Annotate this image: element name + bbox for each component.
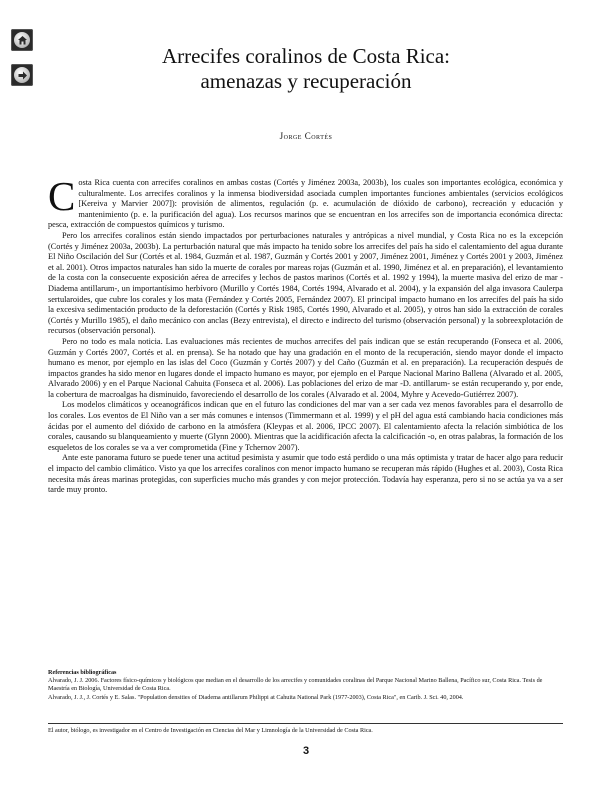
author-name: Jorge Cortés [279,131,333,141]
paragraph-3: Pero no todo es mala noticia. Las evaluaciones más recientes de muchos arrecifes del país indican que se están recuperando (Fonseca et al. 2006, Guzmán y Cortés 2007, Cortés et al. en prensa). Se ha notado que hay una gradación en el monto de la recuperación, siendo mayor donde el impacto humano es menor, por ejemplo en las islas del Coco (Guzmán y Cortés 2007) y del Caño (Guzmán et al. en preparación). La recuperación después de impactos grandes ha sido menor en lugares donde el impacto humano es mayor, por ejemplo en el Parque Nacional Marino Ballena (Alvarado et al. 2005, Alvarado 2006) y en el Parque Nacional Cahuita (Fonseca et al. 2006). Las poblaciones del erizo de mar -D. antillarum- se están recuperando y, por ende, la cobertura de macroalgas ha disminuido, favoreciendo el desarrollo de los corales (Alvarado et al. 2004, Myhre y Acevedo-Gutiérrez 2007). [48,336,563,399]
references [48,669,563,702]
title-line-2: amenazas y recuperación [200,69,412,93]
paragraph-1-text: osta Rica cuenta con arrecifes coralinos en ambas costas (Cortés y Jiménez 2003a, 2003b), los cuales son importantes ecológica, económica y culturalmente. Los arrecifes coralinos y la inmensa biodiversidad asociada cumplen importantes funciones ambientales (servicios ecológicos [Kereiva y Marvier 2007]): provisión de alimentos, regulación (p. e. acumulación de dióxido de carbono), recreación y educación y mantenimiento (p. e. la purificación del agua). Los recursos marinos que se encuentran en los arrecifes son de importancia económica directa: pesca, extracción de compuestos químicos y turismo. [48,178,563,230]
reference-item: Alvarado, J. J. 2006. Factores físico-químicos y biológicos que median en el desarrollo de los arrecifes y comunidades coralinas del Parque Nacional Marino Ballena, Pacífico sur, Costa Rica. Tesis de Maestría en Biología, Universidad de Costa Rica. [48,677,543,693]
page-number: 3 [302,745,310,757]
paragraph-1 [48,173,563,231]
article-body [48,173,563,496]
reference-item: Alvarado, J. J., J. Cortés y E. Salas. "Population densities of Diadema antillarum Philippi at Cahuita National Park (1977-2003), Costa Rica", en Carib. J. Sci. 40, 2004. [48,693,464,701]
references-heading: Referencias bibliográficas [48,669,117,676]
author-footnote: El autor, biólogo, es investigador en el Centro de Investigación en Ciencias del Mar y Limnología de la Universidad de Costa Rica. [48,727,373,734]
footnote-divider [48,723,563,724]
article-title [0,44,612,94]
paragraph-2: Pero los arrecifes coralinos están siendo impactados por perturbaciones naturales y antrópicas a nivel mundial, y Costa Rica no es la excepción (Cortés y Jiménez 2003a, 2003b). La perturbación natural que más impacto ha tenido sobre los arrecifes del país ha sido el calentamiento del agua durante El Niño Oscilación del Sur (Cortés et al. 1984, Guzmán et al. 1987, Guzmán y Cortés 2001 y 2007, Jiménez 2001, Jiménez y Cortés 2001 y 2003, Jiménez et al. 2001). Otros impactos naturales han sido la muerte de corales por mareas rojas (Guzmán et al. 1990, Jiménez et al. en preparación), el levantamiento de la costa con la consecuente exposición aérea de arrecifes y lechos de pastos marinos (Cortés et al. 1992 y 1994), la muerte masiva del erizo de mar -Diadema antillarum-, un importantísimo herbívoro (Murillo y Cortés 1984, Cortés 1994, Alvarado et al. 2004), y la expansión del alga invasora Caulerpa sertularoides, que cubre los corales y los mata (Fernández y Cortés 2005, Fernández 2007). El principal impacto humano en los arrecifes del país ha sido la excesiva sedimentación producto de la deforestación (Cortés y Risk 1985, Cortés 1990, Alvarado et al. 2005), y otros han sido la extracción de corales (Cortés y Murillo 1985), el daño mecánico con anclas (Bezy entrevista), el directo e indirecto del turismo (observación personal) y la sobreexplotación de recursos (observación personal). [48,230,563,336]
paragraph-5: Ante este panorama futuro se puede tener una actitud pesimista y asumir que todo está perdido o una más optimista y tratar de hacer algo para reducir el impacto del cambio climático. Visto ya que los arrecifes coralinos con menor impacto humano se recuperan más rápido (Hughes et al. 2003), Costa Rica necesita más áreas marinas protegidas, con superficies mucho más grandes y con mejor protección. Todavía hay esperanza, pero si no se actúa ya va a ser tarde muy pronto. [48,453,563,495]
title-line-1: Arrecifes coralinos de Costa Rica: [161,44,451,68]
paragraph-4: Los modelos climáticos y oceanográficos indican que en el futuro las condiciones del mar van a ser cada vez menos favorables para el desarrollo de los corales. Los eventos de El Niño van a ser más comunes e intensos (Timmermann et al. 1999) y el pH del agua está cambiando hacia condiciones más ácidas por el aumento del dióxido de carbono en la atmósfera (Kleypas et al. 2006, IPCC 2007). El calentamiento afecta la relación simbiótica de los corales, causando su blanqueamiento y muerte (Glynn 2000). Mientras que la acidificación afecta la calcificación -o, en otras palabras, la formación de los esqueletos de los corales se va a ver comprometida (Fine y Tchernov 2007). [48,400,563,452]
drop-cap: C [48,173,76,219]
